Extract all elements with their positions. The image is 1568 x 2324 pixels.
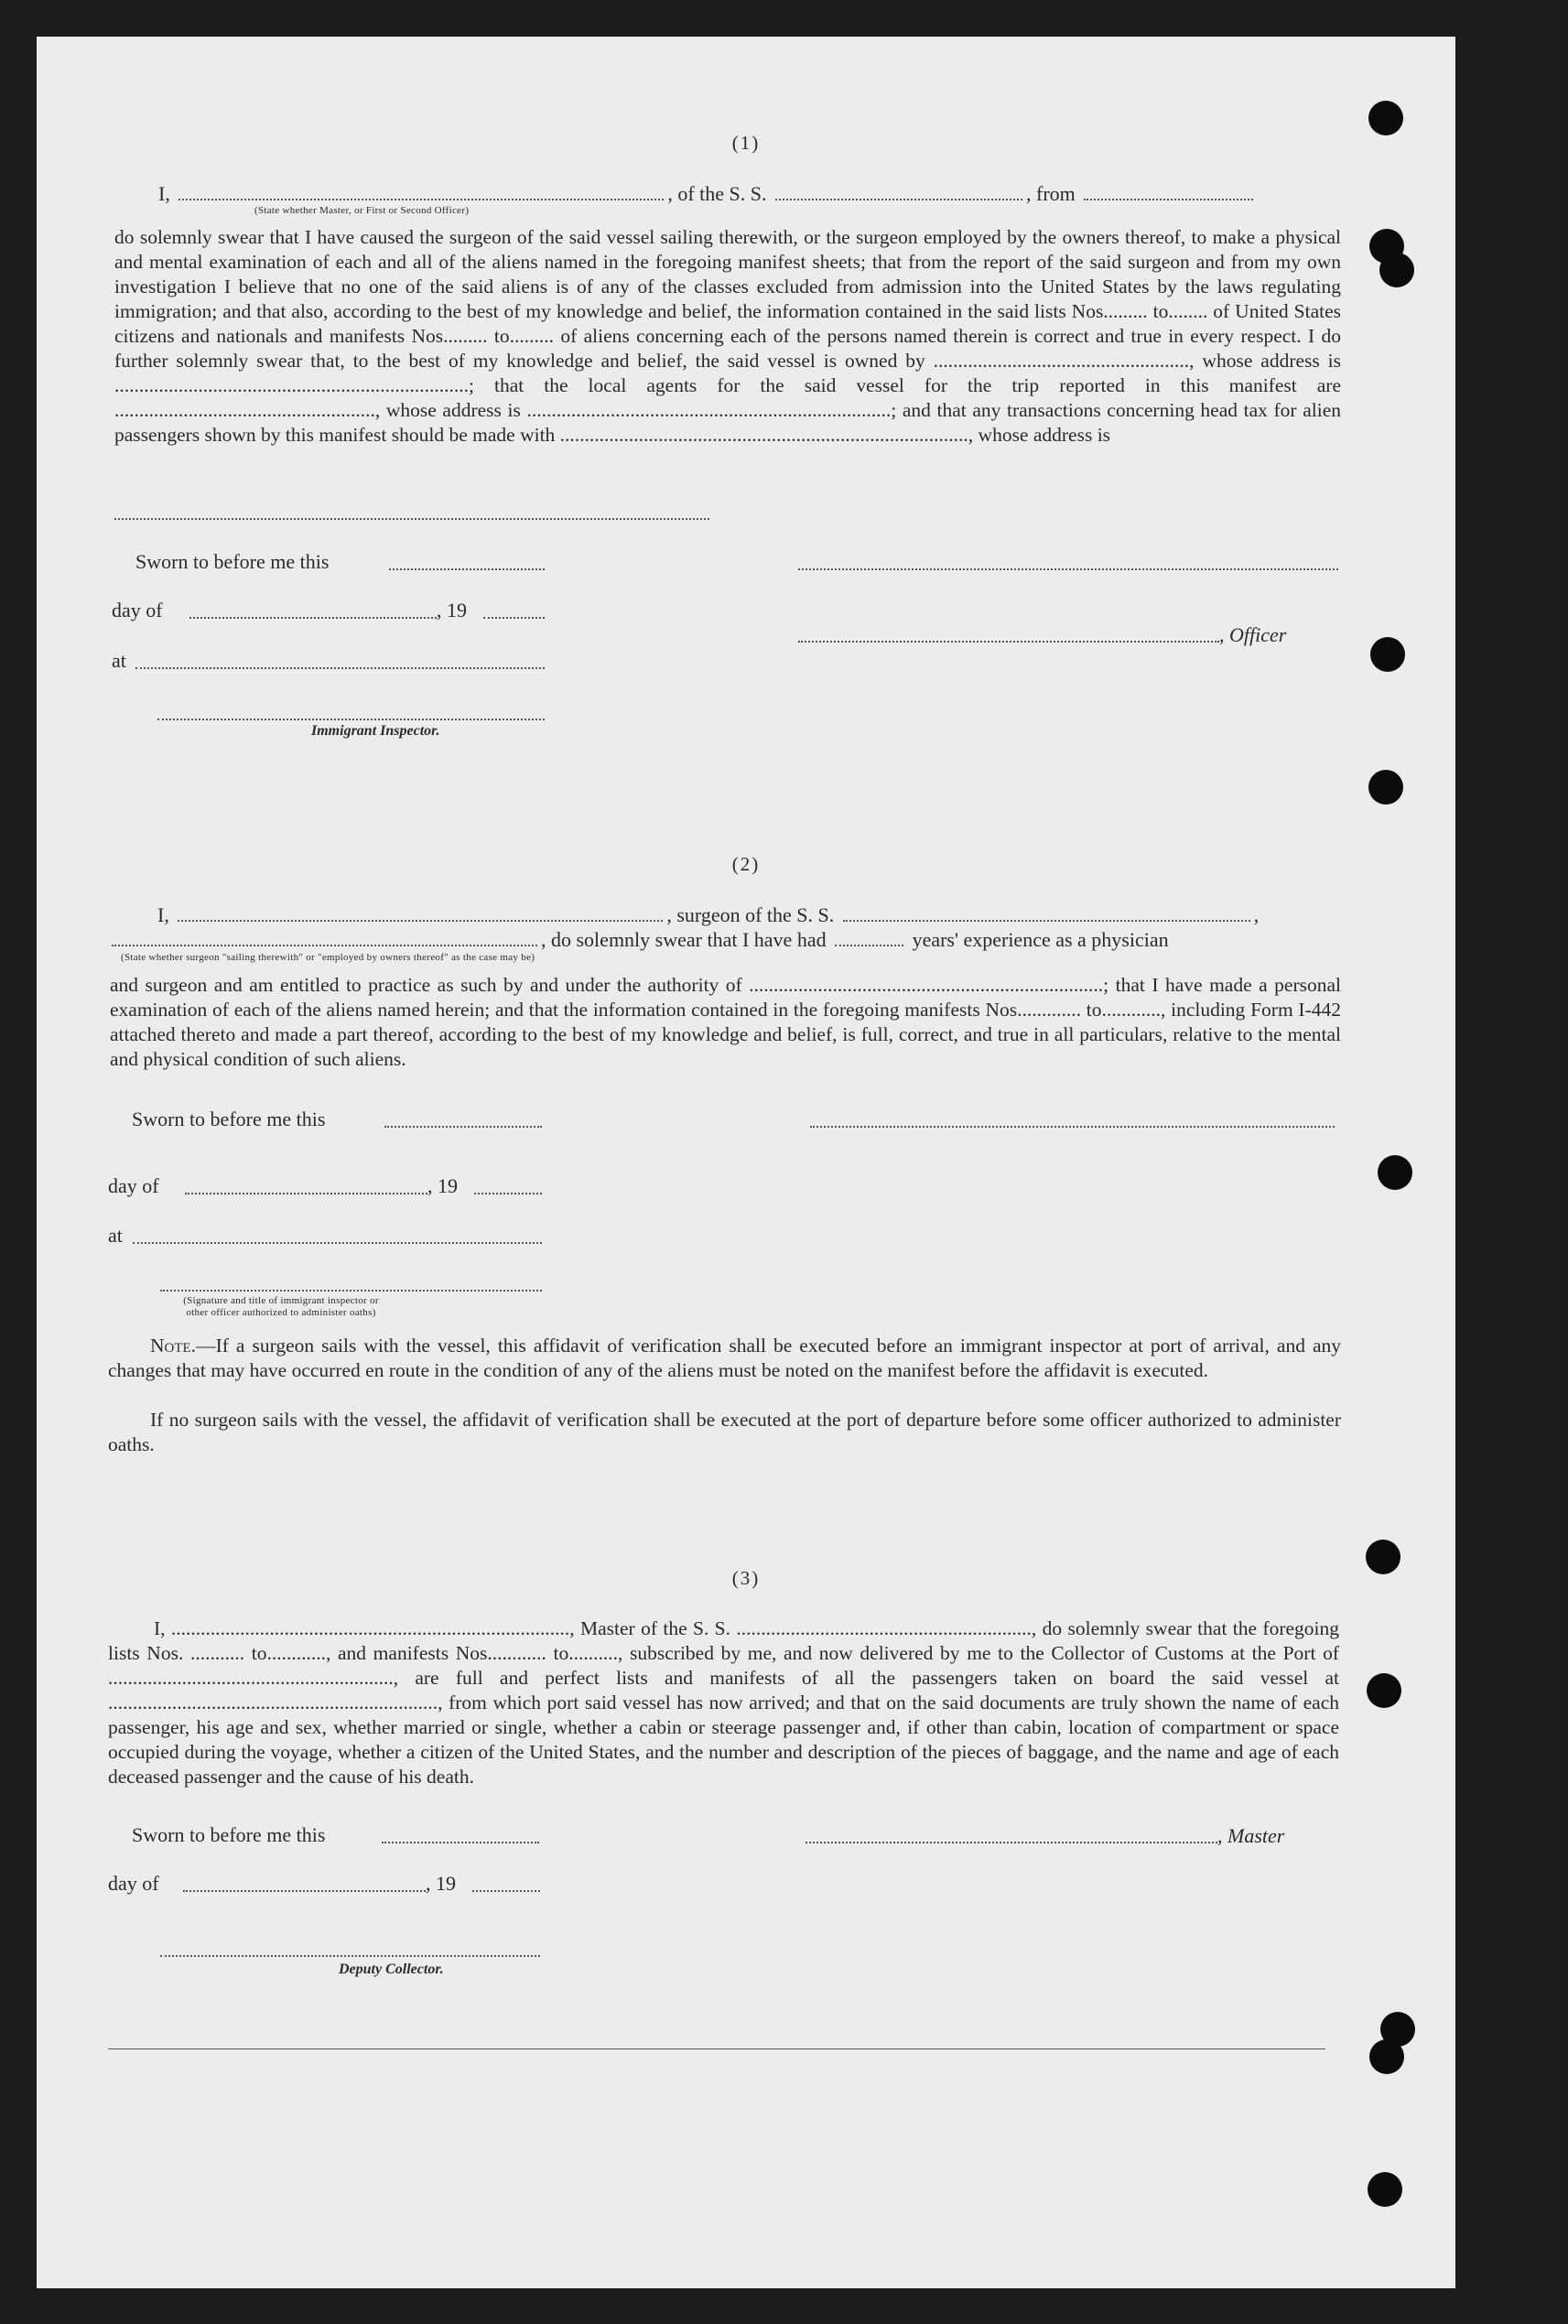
surgeon-name-field[interactable]: [178, 903, 663, 922]
years-experience-label: years' experience as a physician: [912, 928, 1169, 951]
sworn-label-3: Sworn to before me this: [132, 1823, 326, 1846]
day-of-field-1[interactable]: [189, 617, 437, 619]
section-2-oath-line: I, , surgeon of the S. S. ,: [157, 903, 1260, 926]
year-field-1[interactable]: [483, 617, 545, 619]
address-continuation-field[interactable]: [114, 518, 709, 520]
note-label: Note.: [150, 1335, 197, 1357]
section-3-body: [108, 1616, 1339, 1789]
note-paragraph: [108, 1334, 1341, 1383]
at-field-1[interactable]: [135, 667, 545, 669]
punch-hole: [1369, 2039, 1404, 2074]
officer-label: , Officer: [1219, 623, 1287, 646]
year-label-1: , 19: [437, 599, 467, 622]
years-experience-field[interactable]: [835, 928, 903, 946]
punch-hole: [1368, 770, 1403, 805]
sworn-label-2: Sworn to before me this: [132, 1108, 326, 1130]
punch-hole: [1368, 2172, 1402, 2207]
surgeon-vessel-field[interactable]: [843, 903, 1250, 922]
note-text: —If a surgeon sails with the vessel, this affidavit of verification shall be executed before an immigrant inspector at port of arrival, and any changes that may have occurred en route in the condition of any of the aliens must be noted on the manifest before the affidavit is executed.: [108, 1335, 1341, 1381]
punch-hole: [1367, 1673, 1401, 1708]
surgeon-of-ss-label: , surgeon of the S. S.: [666, 903, 835, 926]
surgeon-status-field[interactable]: [112, 928, 537, 946]
vessel-name-field[interactable]: [775, 182, 1022, 200]
day-of-label-3: day of: [108, 1872, 159, 1895]
section-3-number: (3): [731, 1567, 761, 1589]
year-field-3[interactable]: [472, 1890, 540, 1892]
year-field-2[interactable]: [474, 1193, 542, 1194]
section-1-body-text: do solemnly swear that I have caused the surgeon of the said vessel sailing therewith, or the surgeon employed by the owners thereof, to make a physical and mental examination of each and all of the aliens named in the foregoing manifest sheets; that from the report of the said surgeon and from my own investigation I believe that no one of the said aliens is of any of the classes excluded from admission into the United States by the laws regulating immigration; and that also, according to the best of my knowledge and belief, the information contained in the said lists Nos......... to........ of United States citizens and nationals and manifests Nos......... to......... of aliens concerning each of the persons named therein is correct and true in every respect. I do further solemnly swear that, to the best of my knowledge and belief, the said vessel is owned by ...................................................., whose address is ........................................................................; that the local agents for the said vessel for the trip reported in this manifest are ....................................................., whose address is ..........................................................................; and that any transactions concerning head tax for alien passengers shown by this manifest should be made with ..................................................................................., whose address is: [114, 226, 1341, 446]
sworn-date-field-2[interactable]: [384, 1126, 542, 1128]
note-paragraph-2: [108, 1408, 1341, 1457]
day-of-label-2: day of: [108, 1174, 159, 1197]
officer-rank-caption: (State whether Master, or First or Second Officer): [254, 205, 470, 216]
section-1-number: (1): [731, 132, 761, 154]
of-ss-label: , of the S. S.: [667, 182, 767, 205]
sworn-date-field-3[interactable]: [382, 1842, 539, 1843]
bottom-rule: [108, 2048, 1325, 2049]
deputy-signature-field[interactable]: [160, 1955, 540, 1957]
punch-hole: [1370, 637, 1405, 672]
surgeon-status-caption: (State whether surgeon "sailing therewith" or "employed by owners thereof" as the case may be): [121, 952, 535, 963]
oath-i-label-2: I,: [157, 903, 169, 926]
oath-officer-caption: (Signature and title of immigrant inspector or other officer authorized to administer oaths): [183, 1295, 379, 1318]
at-field-2[interactable]: [133, 1242, 542, 1244]
oath-officer-signature-field[interactable]: [160, 1290, 542, 1292]
day-of-field-2[interactable]: [185, 1193, 427, 1194]
document-page: [37, 37, 1455, 2288]
deputy-collector-label: Deputy Collector.: [339, 1962, 444, 1977]
inspector-signature-field[interactable]: [157, 719, 545, 720]
section-2-body: [110, 973, 1341, 1072]
section-2-number: (2): [731, 853, 761, 875]
origin-port-field[interactable]: [1084, 182, 1253, 200]
year-label-3: , 19: [426, 1872, 456, 1895]
from-label: , from: [1026, 182, 1076, 205]
punch-hole: [1379, 253, 1414, 287]
day-of-field-3[interactable]: [183, 1890, 426, 1892]
master-signature-field[interactable]: [806, 1842, 1217, 1843]
section-1-body: [114, 225, 1341, 448]
section-2-body-text: and surgeon and am entitled to practice as such by and under the authority of ........................................................................; that I have made a personal examination of each of the aliens named herein; and that the information contained in the foregoing manifests Nos............. to............, including Form I-442 attached thereto and made a part thereof, according to the best of my knowledge and belief, is full, correct, and true in all particulars, relative to the mental and physical condition of such aliens.: [110, 974, 1341, 1070]
day-of-label-1: day of: [112, 599, 163, 622]
sworn-label-1: Sworn to before me this: [135, 550, 330, 573]
officer-rank-field[interactable]: [178, 182, 664, 200]
year-label-2: , 19: [427, 1174, 458, 1197]
officer-signature-field[interactable]: [798, 641, 1219, 643]
section-1-oath-line: [158, 181, 1341, 206]
section-2-swear-line: [112, 927, 1343, 952]
note-text-2: If no surgeon sails with the vessel, the affidavit of verification shall be executed at the port of departure before some officer authorized to administer oaths.: [108, 1409, 1341, 1455]
master-label: , Master: [1217, 1824, 1285, 1847]
swear-label-2: , do solemnly swear that I have had: [541, 928, 827, 951]
punch-hole: [1378, 1155, 1412, 1190]
at-label-1: at: [112, 649, 126, 672]
oath-i-label: I,: [158, 182, 170, 205]
punch-hole: [1368, 101, 1403, 135]
inspector-signature-field-2[interactable]: [810, 1126, 1335, 1128]
sworn-date-field-1[interactable]: [389, 568, 545, 570]
officer-signature-field-top[interactable]: [798, 568, 1338, 570]
section-3-body-text: I, ................................................................................., Master of the S. S. ............................................................, do solemnly swear that the foregoing lists Nos. ........... to............, and manifests Nos............ to.........., subscribed by me, and now delivered by me to the Collector of Customs at the Port of .........................................................., are full and perfect lists and manifests of all the passengers taken on board the said vessel at ..................................................................., from which port said vessel has now arrived; and that on the said documents are truly shown the name of each passenger, his age and sex, whether married or single, whether a cabin or steerage passenger and, if other than cabin, location of compartment or space occupied during the voyage, whether a citizen of the United States, and the number and description of the pieces of baggage, and the name and age of each deceased passenger and the cause of his death.: [108, 1617, 1339, 1788]
immigrant-inspector-label: Immigrant Inspector.: [311, 723, 440, 739]
at-label-2: at: [108, 1224, 123, 1247]
